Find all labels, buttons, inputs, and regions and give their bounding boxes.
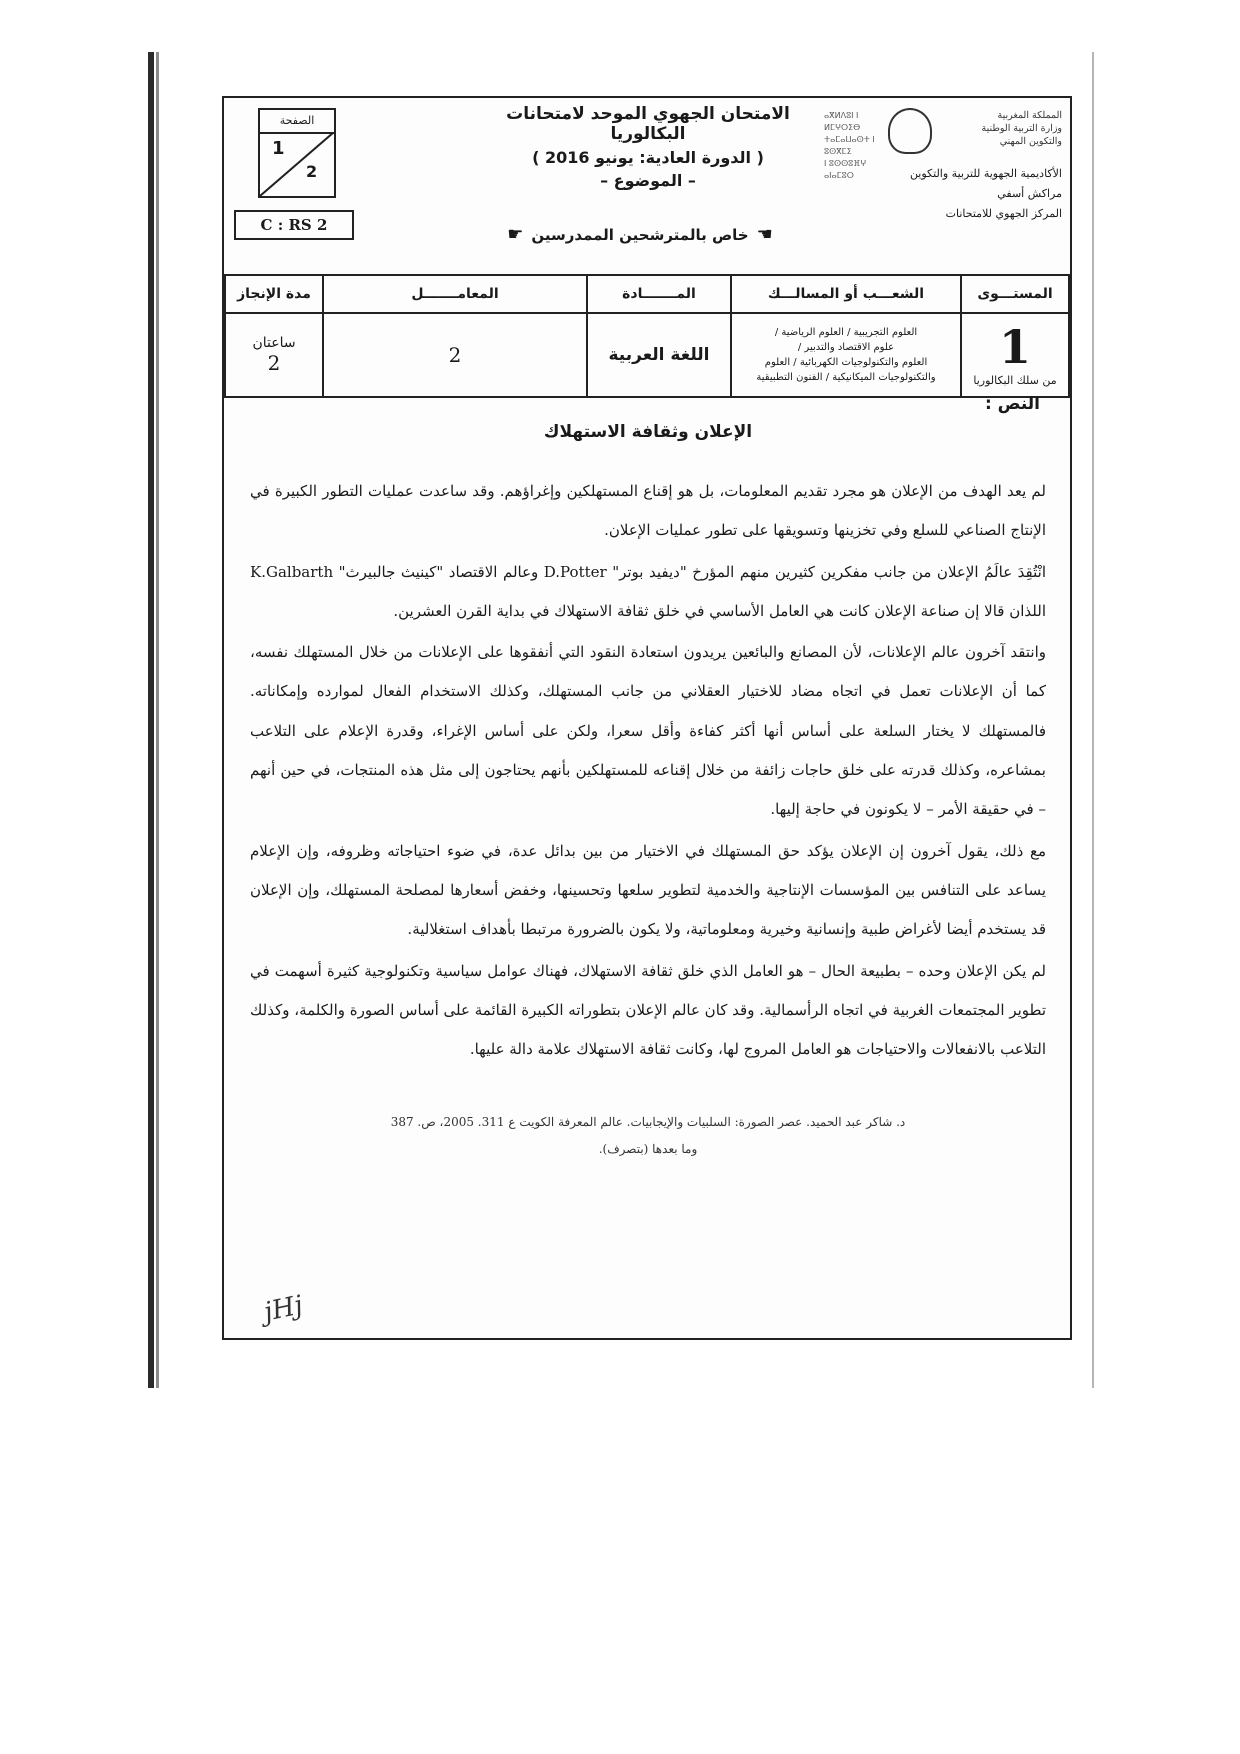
level-number: 1 (998, 319, 1031, 374)
ministry-lines (938, 110, 1062, 148)
academy-line: الأكاديمية الجهوية للتربية والتكوين (909, 167, 1062, 180)
tifinagh-line: ⵏ ⵓⵙⵙⵓⴼⵖ ⴰⵏⴰⵎⵓⵔ (824, 159, 867, 180)
exam-header (224, 98, 1070, 276)
ministry-line: والتكوين المهني (999, 135, 1062, 147)
tifinagh-line: ⵜⴰⵎⴰⵡⴰⵙⵜ ⵏ ⵓⵙⴳⵎⵉ (824, 135, 875, 156)
academy-line: المركز الجهوي للامتحانات (945, 206, 1062, 220)
branch-line: والتكنولوجيات الميكانيكية / الفنون التطبيقية (756, 372, 936, 383)
coat-of-arms-icon (888, 108, 932, 154)
level-header: المستـــوى (961, 275, 1069, 313)
subject-label: – الموضوع – (600, 171, 696, 190)
special-note-text: خاص بالمترشحين الممدرسين (531, 226, 749, 244)
exam-sheet (222, 96, 1072, 1340)
paragraph: مع ذلك، يقول آخرون إن الإعلان يؤكد حق المستهلك في الاختيار من بين بدائل عدة، في ضوء احتياجاته وظروفه، وإن الإعلام يساعد على التنافس بين المؤسسات الإنتاجية والخدمية لتطوير سلعها وتحسينها، وخفض أسعارها لمصلحة المستهلك، وإن الإعلان قد يستخدم أيضا لأغراض طبية وإنسانية وخيرية ومعلوماتية، ولا يكون بالضرورة مرتبطا بأهداف استغلالية. (250, 841, 1046, 939)
tifinagh-line: ⴰⴳⵍⴷⵓⵏ ⵏ ⵍⵎⵖⵔⵉⴱ (824, 111, 861, 132)
subject-cell (587, 313, 731, 397)
info-value-row (225, 313, 1069, 397)
paragraph: لم يكن الإعلان وحده – بطبيعة الحال – هو العامل الذي خلق ثقافة الاستهلاك، فهناك عوامل سياسية وتكنولوجية كثيرة أسهمت في تطوير المجتمعات الغربية في اتجاه الرأسمالية. وقد كان عالم الإعلان بتطوراته الكبيرة القائمة على أساس الصورة والكلمة، وكذلك التلاعب بالانفعالات والاحتياجات هو العامل المروج لها، وكانت ثقافة الاستهلاك علامة دالة عليها. (250, 961, 1046, 1059)
duration-cell (225, 313, 323, 397)
section-label: النص : (984, 394, 1040, 414)
duration-label: ساعتان (252, 335, 296, 351)
page-current: 1 (272, 138, 285, 159)
scan-left-shadow (156, 52, 159, 1388)
subject-value: اللغة العربية (608, 345, 710, 365)
branch-line: العلوم والتكنولوجيات الكهربائية / العلوم (764, 357, 928, 368)
page-label: الصفحة (260, 110, 334, 134)
exam-text-body (250, 394, 1046, 1162)
source-citation (250, 1109, 1046, 1162)
academy-line: مراكش أسفي (997, 186, 1062, 200)
page-total: 2 (306, 162, 318, 181)
text-title: الإعلان وثقافة الاستهلاك (543, 422, 753, 442)
coefficient-header: المعامـــــــل (323, 275, 587, 313)
exam-title-block (470, 102, 826, 190)
coefficient-value: 2 (448, 343, 462, 367)
exam-info-table (224, 274, 1070, 398)
exam-session: ( الدورة العادية: يونيو 2016 ) (532, 148, 764, 167)
scan-left-edge (148, 52, 154, 1388)
branch-line: علوم الاقتصاد والتدبير / (797, 342, 895, 353)
duration-number: 2 (267, 351, 281, 375)
scan-right-edge (1092, 52, 1094, 1388)
info-header-row (225, 275, 1069, 313)
branches-cell (731, 313, 961, 397)
exam-code: C : RS 2 (234, 210, 354, 240)
duration-header: مدة الإنجاز (225, 275, 323, 313)
special-note (470, 224, 810, 245)
page-counter (258, 108, 336, 198)
ministry-line: المملكة المغربية (997, 110, 1062, 121)
source-line: د. شاكر عبد الحميد. عصر الصورة: السلبيات والإيجابيات. عالم المعرفة الكويت ع 311. 2005، ص. 387 (390, 1115, 906, 1130)
ministry-line: وزارة التربية الوطنية (981, 122, 1062, 134)
branches-header: الشعـــب أو المسالـــك (731, 275, 961, 313)
source-line: وما بعدها (بتصرف). (598, 1141, 698, 1156)
handwritten-signature: jHj (261, 1290, 306, 1328)
level-cell (961, 313, 1069, 397)
paragraph: لم يعد الهدف من الإعلان هو مجرد تقديم المعلومات، بل هو إقناع المستهلكين وإغراؤهم. وقد ساعدت عمليات التطور الكبيرة في الإنتاج الصناعي للسلع وفي تخزينها وتسويقها على تطور عمليات الإعلان. (250, 482, 1046, 540)
pointing-hand-icon: ☚ (756, 224, 773, 245)
exam-title: الامتحان الجهوي الموحد لامتحانات البكالوريا (506, 104, 790, 144)
paragraph: انْتُقِدَ عالَمُ الإعلان من جانب مفكرين كثيرين منهم المؤرخ "ديفيد بوتر" D.Potter وعالم الاقتصاد "كينيث جالبيرث" K.Galbarth اللذان قالا إن صناعة الإعلان كانت هي العامل الأساسي في خلق ثقافة الاستهلاك في بداية القرن العشرين. (250, 562, 1046, 620)
subject-header: المـــــــادة (587, 275, 731, 313)
level-label: من سلك البكالوريا (973, 373, 1057, 387)
academy-lines (826, 164, 1062, 223)
coefficient-cell (323, 313, 587, 397)
branch-line: العلوم التجريبية / العلوم الرياضية / (774, 327, 918, 338)
pointing-hand-icon: ☛ (507, 224, 524, 245)
paragraph: وانتقد آخرون عالم الإعلانات، لأن المصانع والبائعين يريدون استعادة النقود التي أنفقوها على الإعلانات من خلال المستهلك نفسه، كما أن الإعلانات تعمل في اتجاه مضاد للاختيار العقلاني من جانب المستهلك، وكذلك الاستخدام الفعال لموارده وإمكاناته. فالمستهلك لا يختار السلعة على أساس أنها أكثر كفاءة وأقل سعرا، ولكن على أساس الإغراء، وقدرة الإعلام على التلاعب بمشاعره، وكذلك قدرته على خلق حاجات زائفة من خلال إقناعه للمستهلكين بأنهم يحتاجون إلى مثل هذه المنتجات، في حين أنهم – في حقيقة الأمر – لا يكونون في حاجة إليها. (250, 643, 1046, 819)
